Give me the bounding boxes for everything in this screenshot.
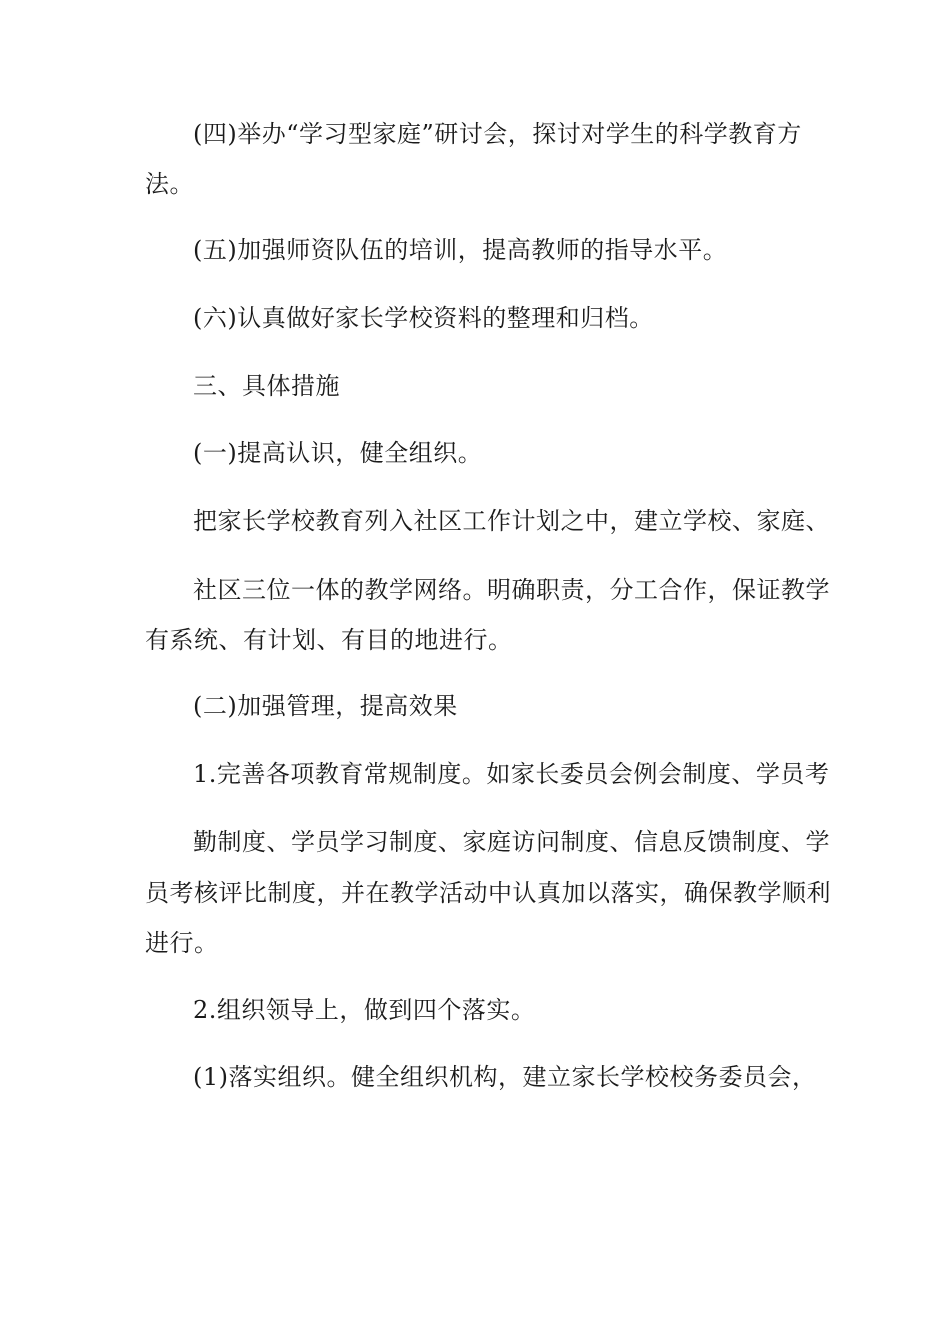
paragraph-line: 2.组织领导上，做到四个落实。 [193,996,536,1024]
paragraph-line: 员考核评比制度，并在教学活动中认真加以落实，确保教学顺利 [145,879,831,907]
paragraph-line: 1.完善各项教育常规制度。如家长委员会例会制度、学员考 [193,760,830,788]
paragraph-line: 社区三位一体的教学网络。明确职责，分工合作，保证教学 [193,576,830,604]
paragraph-line: (1)落实组织。健全组织机构，建立家长学校校务委员会， [193,1063,817,1091]
section-heading: 三、具体措施 [193,372,340,400]
paragraph-line: (五)加强师资队伍的培训，提高教师的指导水平。 [193,236,728,264]
paragraph-line: 有系统、有计划、有目的地进行。 [145,626,513,654]
subsection-heading: (一)提高认识，健全组织。 [193,439,483,467]
paragraph-line: 进行。 [145,929,219,957]
paragraph-line: (六)认真做好家长学校资料的整理和归档。 [193,304,654,332]
paragraph-line: 勤制度、学员学习制度、家庭访问制度、信息反馈制度、学 [193,828,830,856]
paragraph-line: (四)举办“学习型家庭”研讨会，探讨对学生的科学教育方 [193,120,802,148]
subsection-heading: (二)加强管理，提高效果 [193,692,458,720]
paragraph-line: 法。 [145,170,194,198]
paragraph-line: 把家长学校教育列入社区工作计划之中，建立学校、家庭、 [193,507,830,535]
